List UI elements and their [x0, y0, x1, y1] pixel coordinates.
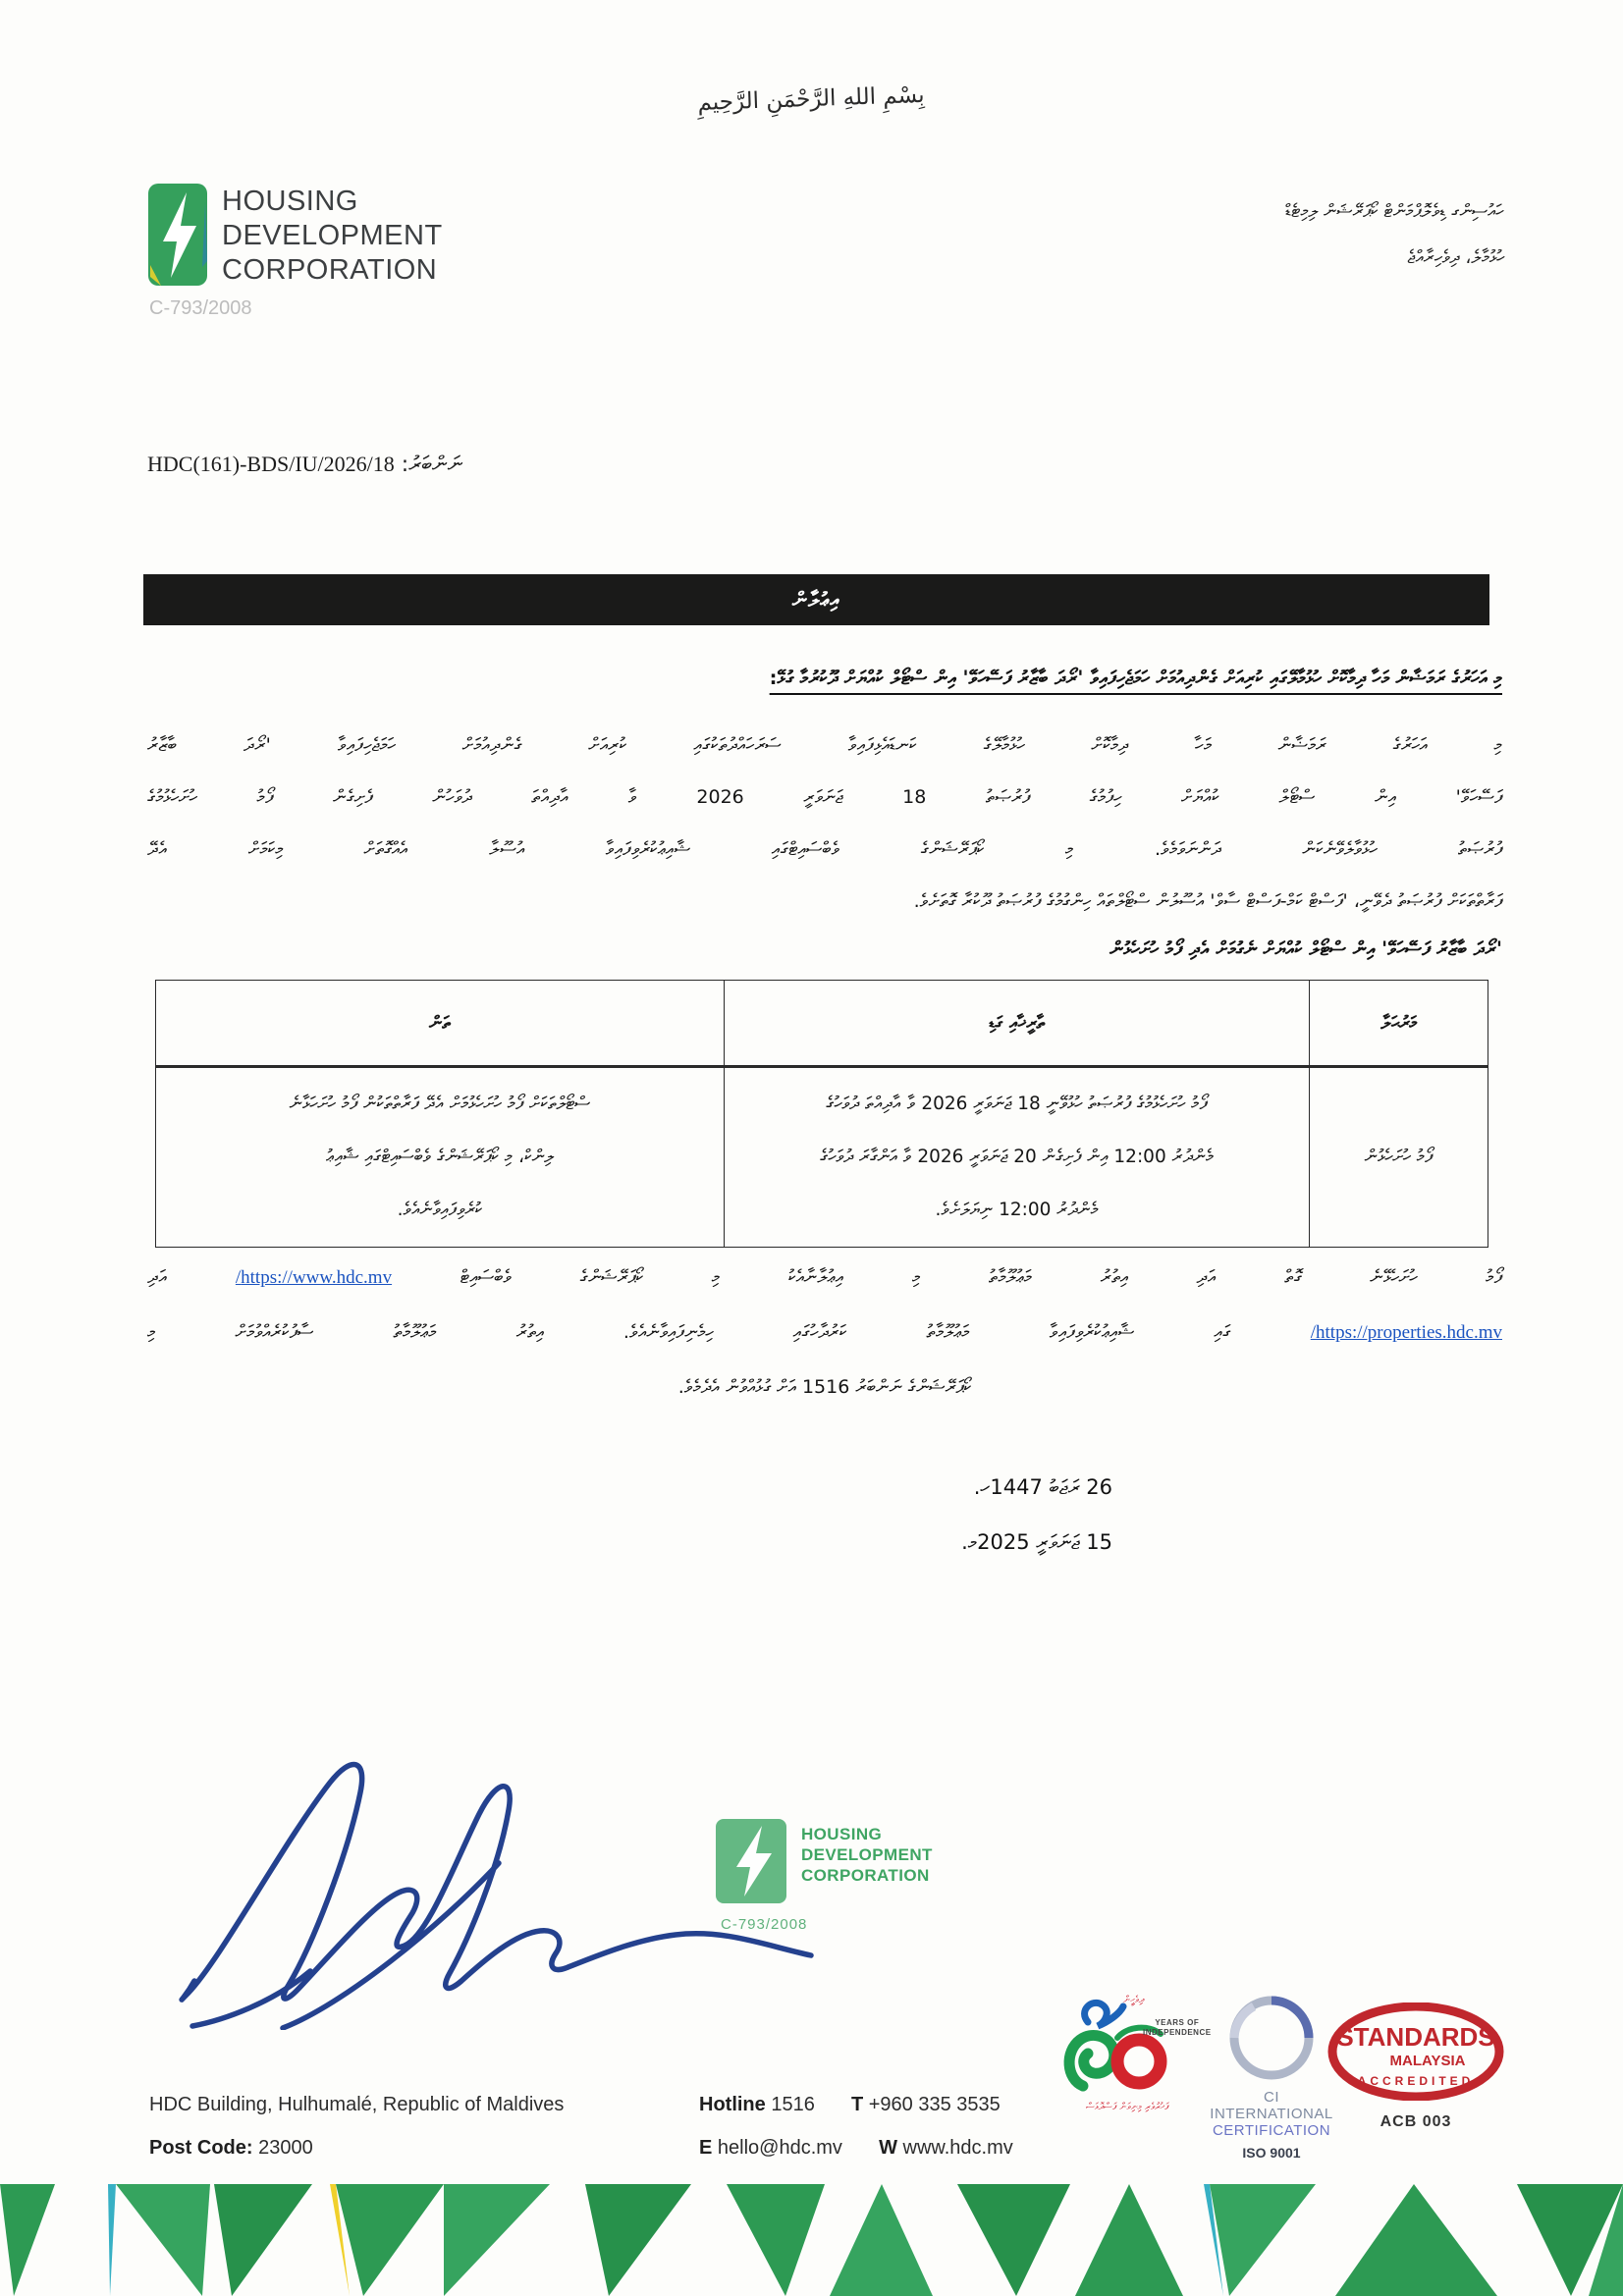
- footer-web: [699, 2137, 1013, 2160]
- email-label: E: [699, 2137, 713, 2159]
- phone-number: +960 335 3535: [868, 2094, 1001, 2115]
- announcement-banner: [143, 574, 1489, 625]
- bismillah-calligraphy: بِسْمِ اللهِ الرَّحْمَنِ الرَّحِيمِ: [697, 81, 925, 117]
- logo-line-1: HOUSING: [222, 186, 358, 217]
- footer-phones: [699, 2094, 1001, 2116]
- company-address-dv: ހުޅުމާލެ، ދިވެހިރާއްޖެ: [1407, 247, 1504, 268]
- ci-ring-icon: [1224, 1991, 1319, 2085]
- datetime-line: މެންދުރު 12:00 ނިޔަލަށެވެ.: [935, 1200, 1099, 1220]
- closing-line1-text: ފޯމު ހުށަހެޅޭނެ ގޮތް އަދި އިތުރު މަޢުލޫމާތު މި އިޢުލާނާއެކު މި ކޯޕަރޭޝަންގެ ވެބްސައިޓް: [460, 1266, 1503, 1288]
- ci-line-3: ISO 9001: [1242, 2145, 1301, 2161]
- closing-line-1: [147, 1266, 1502, 1321]
- closing-line2-text: ގައި ޝާއިޢުކުރެވިފައިވާ މަޢުލޫމާތު ކަރުދާހުގައި ހިމެނިފައިވާނެއެވެ. އިތުރު މަޢުލޫމާތު ސާފުކުރެއްވުމަށް މި: [147, 1321, 1231, 1343]
- footer-address: HDC Building, Hulhumalé, Republic of Maldives: [149, 2094, 565, 2115]
- schedule-table: [155, 980, 1488, 1248]
- body-paragraph: [147, 734, 1502, 942]
- hdc-stamp: [715, 1818, 970, 1933]
- closing-line-2: [147, 1321, 1502, 1376]
- stamp-line-2: DEVELOPMENT: [801, 1845, 933, 1864]
- svg-text:ACCREDITED: ACCREDITED: [1357, 2074, 1475, 2088]
- hijri-date: 26 ރަޖަބު 1447ހ.: [973, 1475, 1112, 1499]
- independence-top-thaana: ދިވެހީން: [1123, 1995, 1145, 2005]
- web-value: www.hdc.mv: [902, 2137, 1013, 2159]
- gregorian-date: 15 ޖަނަވަރީ 2025މ.: [961, 1530, 1112, 1554]
- properties-website-link[interactable]: https://properties.hdc.mv/: [1310, 1322, 1502, 1343]
- web-label: W: [879, 2137, 897, 2159]
- announcement-heading: މި އަހަރުގެ ރަމަޟާން މަހާ ދިމާކޮށް ހުޅުމާލޭގައި ކުރިއަށް ގެންދިއުމަށް ހަމަޖެހިފައިވާ 'ރޯދަ ބާޒާރު ފަސޭހަވޭ' އިން ސްޓޯލް ކުއްޔަށް ދޫކުރުމާ ގުޅޭ:: [769, 667, 1502, 689]
- venue-line: ސްޓޯލްތަކަށް ފޯމު ހުށަހެޅުމަށް އެދޭ ފަރާތްތަކުން ފޯމު ހުށަހަޅާނެ: [289, 1094, 591, 1114]
- postcode-value: 23000: [258, 2137, 313, 2159]
- standards-word: STANDARDS: [1336, 2022, 1495, 2052]
- datetime-line: މެންދުރު 12:00 އިން ފެށިގެން 20 ޖަނަވަރީ 2026 ވާ އަންގާރަ ދުވަހުގެ: [820, 1147, 1214, 1167]
- hotline-number: 1516: [771, 2094, 815, 2115]
- standards-malaysia-logo: [1327, 2002, 1504, 2131]
- cell-stage: ފޯމު ހުށަހެޅުން: [1309, 1067, 1488, 1248]
- ci-certification-logo: [1208, 1991, 1335, 2161]
- datetime-line: ފޯމު ހުށަހެޅުމުގެ ފުރުޞަތު ހުޅުވޭނީ 18 ޖަނަވަރީ 2026 ވާ އާދިއްތަ ދުވަހުގެ: [826, 1094, 1208, 1114]
- column-header-venue: ތަން: [156, 981, 725, 1067]
- stamp-line-3: CORPORATION: [801, 1866, 930, 1885]
- hotline-label: Hotline: [699, 2094, 766, 2115]
- company-name-dv: ހައުސިންގ ޑިވެލޮޕްމަންޓް ކޯޕަރޭޝަން ލިމިޓެޑް: [1284, 201, 1504, 222]
- hdc-website-link[interactable]: https://www.hdc.mv/: [235, 1267, 393, 1288]
- cell-venue: [156, 1067, 725, 1248]
- venue-line: ކުރެވިފައިވާނެއެވެ.: [397, 1200, 483, 1220]
- table-header-row: [156, 981, 1488, 1067]
- footer-postcode: [149, 2137, 313, 2160]
- email-value: hello@hdc.mv: [717, 2137, 842, 2159]
- independence-caption: [1143, 2018, 1212, 2038]
- independence-60-logo: [1058, 1993, 1212, 2113]
- phone-label: T: [850, 2094, 864, 2115]
- column-header-datetime: ތާރީޚާއި ގަޑި: [724, 981, 1309, 1067]
- stamp-wordmark: [801, 1824, 933, 1886]
- date-block: [961, 1460, 1112, 1570]
- announcement-banner-title: އިޢުލާން: [791, 587, 841, 612]
- hdc-logo-icon: [147, 183, 208, 294]
- venue-line: ލިންކް، މި ކޯޕަރޭޝަންގެ ވެބްސައިޓްގައި ޝާއިޢު: [326, 1147, 554, 1167]
- postcode-label: Post Code:: [149, 2137, 253, 2159]
- reference-label: ނަންބަރު:: [401, 453, 462, 477]
- triangle-pattern-border: [0, 2184, 1623, 2296]
- standards-acb-code: ACB 003: [1380, 2113, 1452, 2130]
- paragraph-line: ފަރާތްތަކަށް ފުރުޞަތު ދެވޭނީ، 'ފަސްޓް ކަމް-ފަސްޓް ސާވް' އުސޫލުން ސްޓޯލްތައް ހިންގުމުގެ ފުރުޞަތު ދޫކުރާ ގޮތަށެވެ.: [913, 890, 1502, 912]
- company-registration-number: C-793/2008: [149, 297, 252, 319]
- ci-line-2: CERTIFICATION: [1212, 2122, 1331, 2139]
- paragraph-line: ފަސޭހަވޭ' އިން ސްޓޯލް ކުއްޔަށް ހިފުމުގެ ފުރުޞަތު 18 ޖަނަވަރީ 2026 ވާ އާދިއްތަ ދުވަހުން ފެށިގެން ފޯމު ހުށަހެޅުމުގެ: [147, 786, 1502, 808]
- closing-line-3: ކޯޕަރޭޝަންގެ ނަންބަރު 1516 އަށް ގުޅުއްވުން އެދެމެވެ.: [677, 1376, 972, 1398]
- table-subheading: 'ރޯދަ ބާޒާރު ފަސޭހަވޭ' އިން ސްޓޯލް ކުއްޔަށް ނެގުމަށް އެދި ފޯމު ހުށަހެޅުން: [1109, 937, 1502, 960]
- hdc-stamp-icon: [715, 1818, 789, 1906]
- independence-caption-1: YEARS OF: [1155, 2018, 1200, 2027]
- cell-datetime: [724, 1067, 1309, 1248]
- hdc-logo-wordmark: [222, 185, 443, 288]
- table-row: [156, 1067, 1488, 1248]
- logo-line-2: DEVELOPMENT: [222, 220, 443, 251]
- logo-line-3: CORPORATION: [222, 254, 438, 286]
- svg-text:MALAYSIA: MALAYSIA: [1389, 2053, 1466, 2069]
- paragraph-line: ފުރުޞަތު ހުޅުވާލެވޭނެކަން ދަންނަވަމެވެ. މި ކޯޕަރޭޝަންގެ ވެބްސައިޓްގައި ޝާއިޢުކުރެވިފައިވާ އުސޫލާ އެއްގޮތަށް މިކަމަށް އެދޭ: [147, 838, 1502, 860]
- reference-number: HDC(161)-BDS/IU/2026/18: [147, 452, 395, 476]
- reference-line: [147, 452, 835, 477]
- column-header-stage: މަރުޙަލާ: [1309, 981, 1488, 1067]
- independence-bottom-thaana: ފަޚުރުވެރި މިނިވަން ފަސްދޮޅަސް: [1085, 2102, 1169, 2112]
- closing-line1-tail: އަދި: [147, 1266, 168, 1288]
- ci-line-1: CI INTERNATIONAL: [1210, 2089, 1333, 2122]
- stamp-registration: C-793/2008: [721, 1916, 808, 1933]
- stamp-line-1: HOUSING: [801, 1825, 883, 1843]
- letterhead-thaana: [1285, 188, 1504, 281]
- paragraph-line: މި އަހަރުގެ ރަމަޟާން މަހާ ދިމާކޮށް ހުޅުމާލޭގެ ކަނޑައެޅިފައިވާ ސަރަހައްދުތަކުގައި ކުރިއަށް ގެންދިއުމަށް ހަމަޖެހިފައިވާ 'ރޯދަ ބާޒާރު: [147, 734, 1502, 756]
- independence-caption-2: INDEPENDENCE: [1143, 2028, 1212, 2037]
- closing-paragraph: [147, 1266, 1502, 1431]
